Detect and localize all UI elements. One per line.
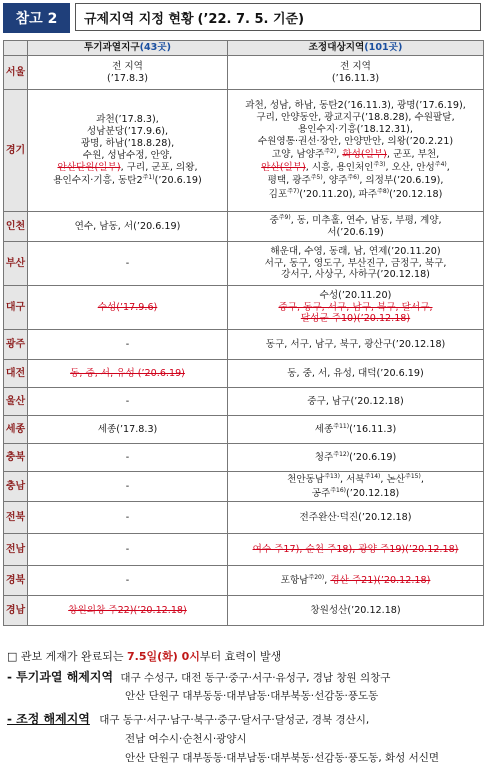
adjustment-cell: 청주$^{주12)}$(’20.6.19) xyxy=(228,444,484,472)
region-cell: 울산 xyxy=(4,388,28,416)
adjustment-cell: 수성(’20.11.20) 중구, 동구, 서구, 남구, 북구, 달서구, 달성군 주10)(’20.12.18) xyxy=(228,286,484,330)
adjustment-cell: 여수 주17), 순천 주18), 광양 주19)(’20.12.18) xyxy=(228,534,484,566)
region-cell: 광주 xyxy=(4,330,28,360)
region-cell: 대전 xyxy=(4,360,28,388)
adjustment-cell: 동구, 서구, 남구, 북구, 광산구(’20.12.18) xyxy=(228,330,484,360)
region-cell: 대구 xyxy=(4,286,28,330)
table-row xyxy=(4,360,484,388)
table-row xyxy=(4,534,484,566)
title-box xyxy=(75,3,481,31)
table-header-row xyxy=(4,41,484,56)
region-cell: 부산 xyxy=(4,242,28,286)
adjustment-cell: 동, 중, 서, 유성, 대덕(’20.6.19) xyxy=(228,360,484,388)
speculation-cell: - xyxy=(28,330,228,360)
speculation-cell: - xyxy=(28,502,228,534)
speculation-cell: - xyxy=(28,388,228,416)
region-cell: 경남 xyxy=(4,596,28,626)
table-row xyxy=(4,286,484,330)
table-row xyxy=(4,444,484,472)
adjustment-cell: 포항남$^{주20)}$, 경산 주21)(’20.12.18) xyxy=(228,566,484,596)
speculation-cell: 수성(’17.9.6) xyxy=(28,286,228,330)
adjustment-cell: 창원성산(’20.12.18) xyxy=(228,596,484,626)
table-row xyxy=(4,416,484,444)
col-header-adjustment: 조정대상지역(101곳) xyxy=(228,41,484,56)
table-row xyxy=(4,212,484,242)
adjustment-cell: 중구, 남구(’20.12.18) xyxy=(228,388,484,416)
table-row xyxy=(4,56,484,90)
adjustment-cell: 천안동남$^{주13)}$, 서북$^{주14)}$, 논산$^{주15)}$, 공주$^{주16)}$(’20.12.18) xyxy=(228,472,484,502)
speculation-release-line: - 투기과열 해제지역 대구 수성구, 대전 동구·중구·서구·유성구, 경남 창원 의창구 xyxy=(7,670,391,684)
speculation-cell: 과천(’17.8.3), 성남분당(’17.9.6), 광명, 하남(’18.8.28), 수원, 성남수정, 안양, 안산단원(일부), 구리, 군포, 의왕, 용인수지·기흥, 동탄$2^{주1)}(’20.6.19)$ xyxy=(28,90,228,212)
region-cell: 서울 xyxy=(4,56,28,90)
table-row xyxy=(4,596,484,626)
adjustment-release-cont1: 전남 여수시·순천시·광양시 xyxy=(125,733,247,745)
table-row xyxy=(4,330,484,360)
speculation-cell: - xyxy=(28,534,228,566)
speculation-cell: 전 지역 (’17.8.3) xyxy=(28,56,228,90)
page-title: 규제지역 지정 현황 xyxy=(84,11,194,27)
speculation-cell: 세종(’17.8.3) xyxy=(28,416,228,444)
speculation-cell: 창원의창 주22)(’20.12.18) xyxy=(28,596,228,626)
region-cell: 충북 xyxy=(4,444,28,472)
region-cell: 전남 xyxy=(4,534,28,566)
section-tag: 참고 2 xyxy=(3,3,70,33)
table-row xyxy=(4,566,484,596)
table-row xyxy=(4,242,484,286)
adjustment-cell: 세종$^{주11)}$(’16.11.3) xyxy=(228,416,484,444)
corner-cell xyxy=(4,41,28,56)
table-row xyxy=(4,502,484,534)
adjustment-cell: 전주완산·덕진(’20.12.18) xyxy=(228,502,484,534)
table-row xyxy=(4,472,484,502)
speculation-cell: - xyxy=(28,242,228,286)
speculation-cell: 동, 중, 서, 유성 (’20.6.19) xyxy=(28,360,228,388)
regulation-table xyxy=(3,40,484,626)
speculation-cell: - xyxy=(28,472,228,502)
region-cell: 충남 xyxy=(4,472,28,502)
speculation-cell: 연수, 남동, 서(’20.6.19) xyxy=(28,212,228,242)
table-row xyxy=(4,90,484,212)
region-cell: 세종 xyxy=(4,416,28,444)
speculation-cell: - xyxy=(28,566,228,596)
reference-date: (’22. 7. 5. 기준) xyxy=(197,11,305,27)
adjustment-cell: 과천, 성남, 하남, 동탄2(’16.11.3), 광명(’17.6.19), 구리, 안양동안, 광교지구(’18.8.28), 수원팔달, 용인수지·기흥(’18.12.31), 수원영통·권선·장안, 안양만안, 의왕(’20.2.21) 고양, 남양주$^{주2)}$, 화성(일부), 군포, 부천, 안산(일부), 시흥, 용인처인$^{주3)}$, 오산, 안성$^{주4)}$, 평택, 광주$^{주5)}$, 양주$^{주6)}$, 의정부(’20.6.19), 김포$^{주7)}$(’20.11.20), 파주$^{주8)}$(’20.12.18) xyxy=(228,90,484,212)
header xyxy=(3,3,483,33)
adjustment-release-cont2: 안산 단원구 대부동동·대부남동·대부북동·선감동·풍도동, 화성 서신면 xyxy=(125,752,440,764)
speculation-cell: - xyxy=(28,444,228,472)
region-cell: 전북 xyxy=(4,502,28,534)
table-row xyxy=(4,388,484,416)
adjustment-release-line: - 조정 해제지역 대구 동구·서구·남구·북구·중구·달서구·달성군, 경북 경산시, xyxy=(7,712,370,726)
adjustment-cell: 해운대, 수영, 동래, 남, 연제(’20.11.20) 서구, 동구, 영도구, 부산진구, 금정구, 북구, 강서구, 사상구, 사하구(’20.12.18) xyxy=(228,242,484,286)
adjustment-cell: 중$^{주9)}$, 동, 미추홀, 연수, 남동, 부평, 계양, 서(’20.6.19) xyxy=(228,212,484,242)
region-cell: 경북 xyxy=(4,566,28,596)
effective-notice: □ 관보 게재가 완료되는 7.5일(화) 0시부터 효력이 발생 xyxy=(7,650,282,663)
col-header-speculation: 투기과열지구(43곳) xyxy=(28,41,228,56)
region-cell: 인천 xyxy=(4,212,28,242)
speculation-release-cont: 안산 단원구 대부동동·대부남동·대부북동·선감동·풍도동 xyxy=(125,690,379,702)
adjustment-cell: 전 지역 (’16.11.3) xyxy=(228,56,484,90)
region-cell: 경기 xyxy=(4,90,28,212)
